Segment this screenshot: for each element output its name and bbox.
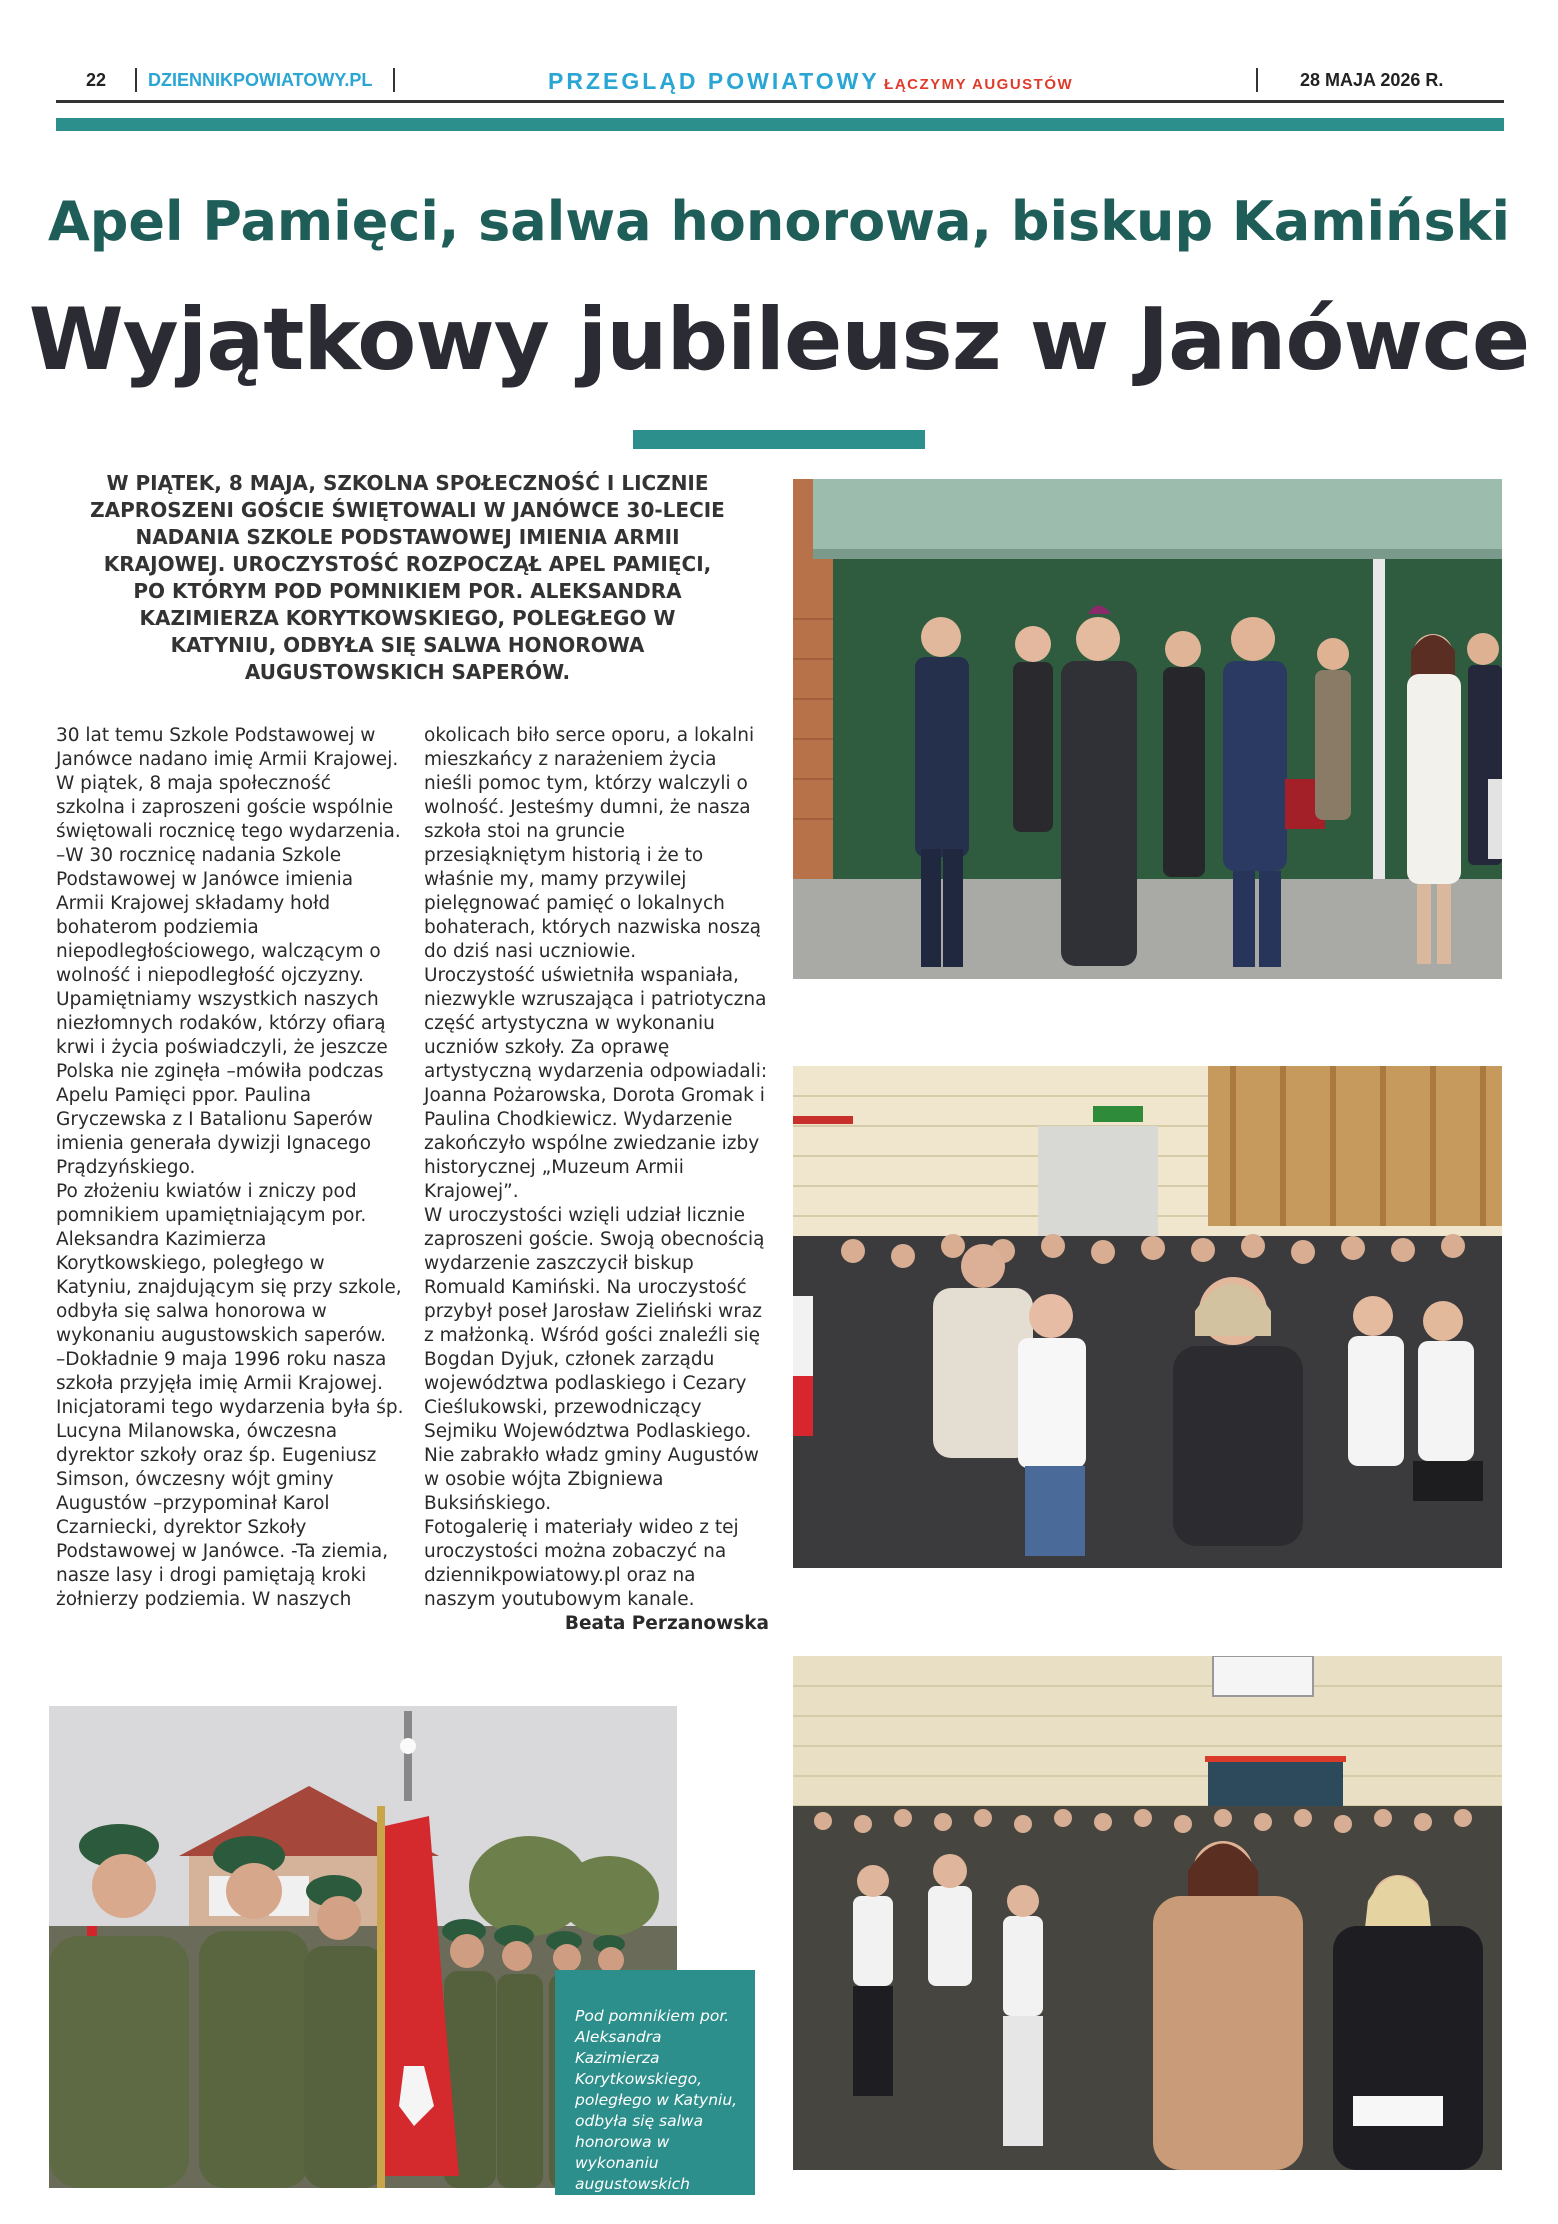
teal-band <box>56 118 1504 131</box>
article-lead: W PIĄTEK, 8 MAJA, SZKOLNA SPOŁECZNOŚĆ I LICZNIE ZAPROSZENI GOŚCIE ŚWIĘTOWALI W JANÓWCE 30-LECIE NADANIA SZKOLE PODSTAWOWEJ IMIENIA ARMII KRAJOWEJ. UROCZYSTOŚĆ ROZPOCZĄŁ APEL PAMIĘCI, PO KTÓRYM POD POMNIKIEM POR. ALEKSANDRA KAZIMIERZA KORYTKOWSKIEGO, POLEGŁEGO W KATYNIU, ODBYŁA SIĘ SALWA HONOROWA AUGUSTOWSKICH SAPERÓW. <box>90 471 725 684</box>
masthead-title: PRZEGLĄD POWIATOWY <box>548 68 880 94</box>
photo-gym-wide-audience <box>793 1656 1502 2170</box>
header-rule <box>56 100 1504 103</box>
issue-date: 28 MAJA 2026 R. <box>1300 70 1444 90</box>
article-headline: Wyjątkowy jubileusz w Janówce <box>28 290 1530 390</box>
masthead <box>548 68 1073 95</box>
article-column-2 <box>424 724 769 1636</box>
site-link[interactable]: DZIENNIKPOWIATOWY.PL <box>148 70 373 90</box>
paragraph: –W 30 rocznicę nadania Szkole Podstawowej w Janówce imienia Armii Krajowej składamy hołd bohaterom podziemia niepodległościowego, walczącym o wolność i niepodległość ojczyzny. Upamiętniamy wszystkich naszych niezłomnych rodaków, którzy ofiarą krwi i życia poświadczyli, że jeszcze Polska nie zginęła –mówiła podczas Apelu Pamięci ppor. Paulina Gryczewska z I Batalionu Saperów imienia generała dywizji Ignacego Prądzyńskiego. <box>56 845 388 1178</box>
masthead-subtitle: ŁĄCZYMY AUGUSTÓW <box>884 76 1074 93</box>
photo-caption: Pod pomnikiem por. Aleksandra Kazimierza Korytkowskiego, poległego w Katyniu, odbyła się salwa honorowa w wykonaniu augustowskich saperów. <box>555 1970 755 2195</box>
paragraph: okolicach biło serce oporu, a lokalni mieszkańcy z narażeniem życia nieśli pomoc tym, którzy walczyli o wolność. Jesteśmy dumni, że nasza szkoła stoi na gruncie przesiąkniętym historią i że to właśnie my, mamy przywilej pielęgnować pamięć o lokalnych bohaterach, których nazwiska noszą do dziś nasi uczniowie. <box>424 725 761 962</box>
paragraph: Uroczystość uświetniła wspaniała, niezwykle wzruszająca i patriotyczna część artystyczna w wykonaniu uczniów szkoły. Za oprawę artystyczną wydarzenia odpowiadali: Joanna Pożarowska, Dorota Gromak i Paulina Chodkiewicz. Wydarzenie zakończyło wspólne zwiedzanie izby historycznej „Muzeum Armii Krajowej”. <box>424 965 768 1202</box>
byline: Beata Perzanowska <box>564 1613 769 1634</box>
header-divider <box>135 68 137 92</box>
paragraph: Po złożeniu kwiatów i zniczy pod pomnikiem upamiętniającym por. Aleksandra Kazimierza Korytkowskiego, poległego w Katyniu, znajdującym się przy szkole, odbyła się salwa honorowa w wykonaniu augustowskich saperów. <box>56 1181 402 1346</box>
paragraph: Fotogalerię i materiały wideo z tej uroczystości można zobaczyć na dziennikpowiatowy.pl oraz na naszym youtubowym kanale. <box>424 1517 739 1610</box>
page-number: 22 <box>86 70 107 90</box>
photo-guests-under-tent <box>793 479 1502 979</box>
photo-gym-audience <box>793 1066 1502 1568</box>
paragraph: W uroczystości wzięli udział licznie zaproszeni goście. Swoją obecnością wydarzenie zaszczycił biskup Romuald Kamiński. Na uroczystość przybył poseł Jarosław Zieliński wraz z małżonką. Wśród gości znaleźli się Bogdan Dyjuk, członek zarządu województwa podlaskiego i Cezary Cieślukowski, przewodniczący Sejmiku Województwa Podlaskiego. Nie zabrakło władz gminy Augustów w osobie wójta Zbigniewa Buksińskiego. <box>424 1205 765 1514</box>
article-column-1 <box>56 724 404 1612</box>
header-divider <box>393 68 395 92</box>
title-underline <box>633 430 925 449</box>
article-kicker: Apel Pamięci, salwa honorowa, biskup Kamiński <box>47 190 1511 253</box>
header-divider <box>1256 68 1258 92</box>
paragraph: 30 lat temu Szkole Podstawowej w Janówce nadano imię Armii Krajowej. W piątek, 8 maja społeczność szkolna i zaproszeni goście wspólnie świętowali rocznicę tego wydarzenia. <box>56 725 401 842</box>
paragraph: –Dokładnie 9 maja 1996 roku nasza szkoła przyjęła imię Armii Krajowej. Inicjatorami tego wydarzenia była śp. Lucyna Milanowska, ówczesna dyrektor szkoły oraz śp. Eugeniusz Simson, ówczesny wójt gminy Augustów –przypominał Karol Czarniecki, dyrektor Szkoły Podstawowej w Janówce. -Ta ziemia, nasze lasy i drogi pamiętają kroki żołnierzy podziemia. W naszych <box>56 1349 404 1610</box>
